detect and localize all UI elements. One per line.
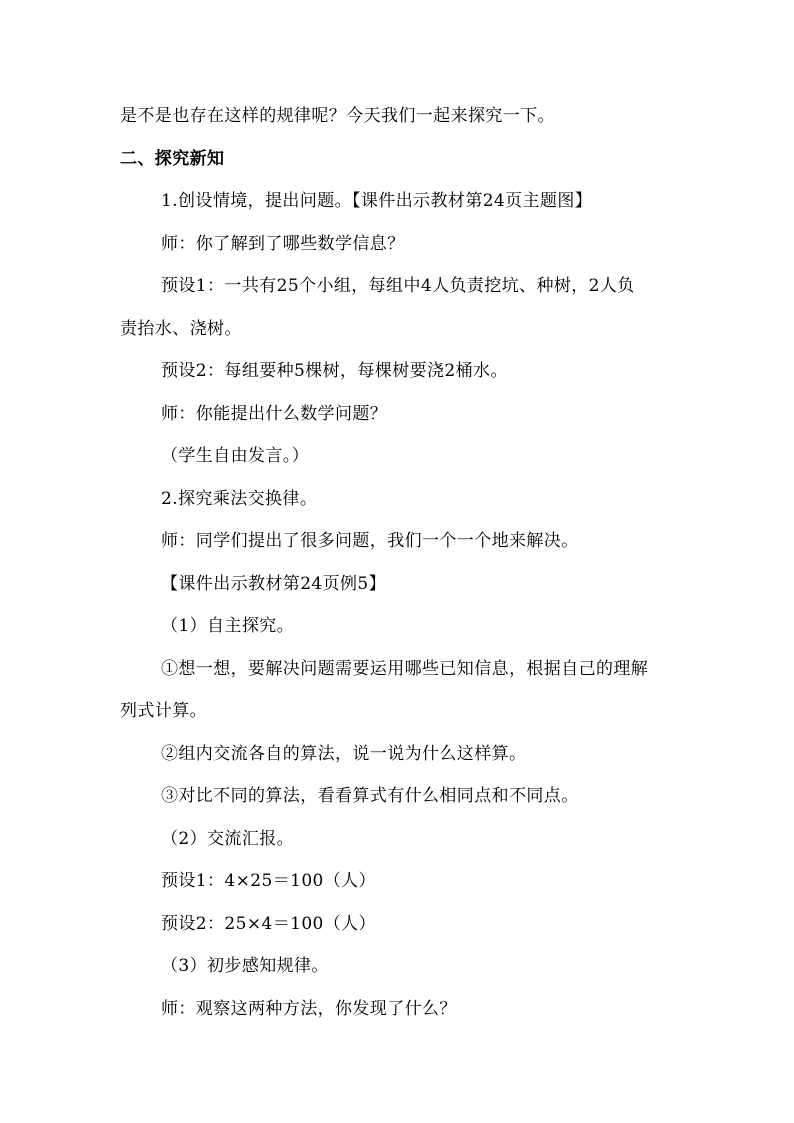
task-1-line-1: ①想一想，要解决问题需要运用哪些已知信息，根据自己的理解 (161, 659, 649, 679)
teacher-statement: 师：同学们提出了很多问题，我们一个一个地来解决。 (161, 531, 579, 551)
report-preset-2: 预设2：25×4＝100（人） (161, 914, 376, 934)
preset-2: 预设2：每组要种5棵树，每棵树要浇2桶水。 (161, 361, 508, 381)
substep-3-heading: （3）初步感知规律。 (161, 956, 329, 976)
courseware-note: 【课件出示教材第24页例5】 (161, 574, 387, 594)
task-1-line-2: 列式计算。 (120, 701, 207, 721)
section-heading: 二、探究新知 (120, 149, 225, 169)
task-2: ②组内交流各自的算法，说一说为什么这样算。 (161, 744, 527, 764)
teacher-question-1: 师：你了解到了哪些数学信息？ (161, 234, 405, 254)
report-preset-1: 预设1：4×25＝100（人） (161, 871, 376, 891)
task-3: ③对比不同的算法，看看算式有什么相同点和不同点。 (161, 786, 579, 806)
substep-1-heading: （1）自主探究。 (161, 616, 295, 636)
preset-1-line-1: 预设1：一共有25个小组，每组中4人负责挖坑、种树，2人负 (161, 276, 635, 296)
preset-1-line-2: 责抬水、浇树。 (120, 319, 242, 339)
teacher-question-2: 师：你能提出什么数学问题？ (161, 404, 388, 424)
substep-2-heading: （2）交流汇报。 (161, 829, 295, 849)
paragraph-intro-end: 是不是也存在这样的规律呢？今天我们一起来探究一下。 (120, 106, 555, 126)
students-note: （学生自由发言。） (161, 446, 310, 466)
teacher-question-3: 师：观察这两种方法，你发现了什么？ (161, 999, 457, 1019)
step-2-heading: 2.探究乘法交换律。 (161, 489, 318, 509)
step-1-heading: 1.创设情境，提出问题。【课件出示教材第24页主题图】 (161, 191, 593, 211)
